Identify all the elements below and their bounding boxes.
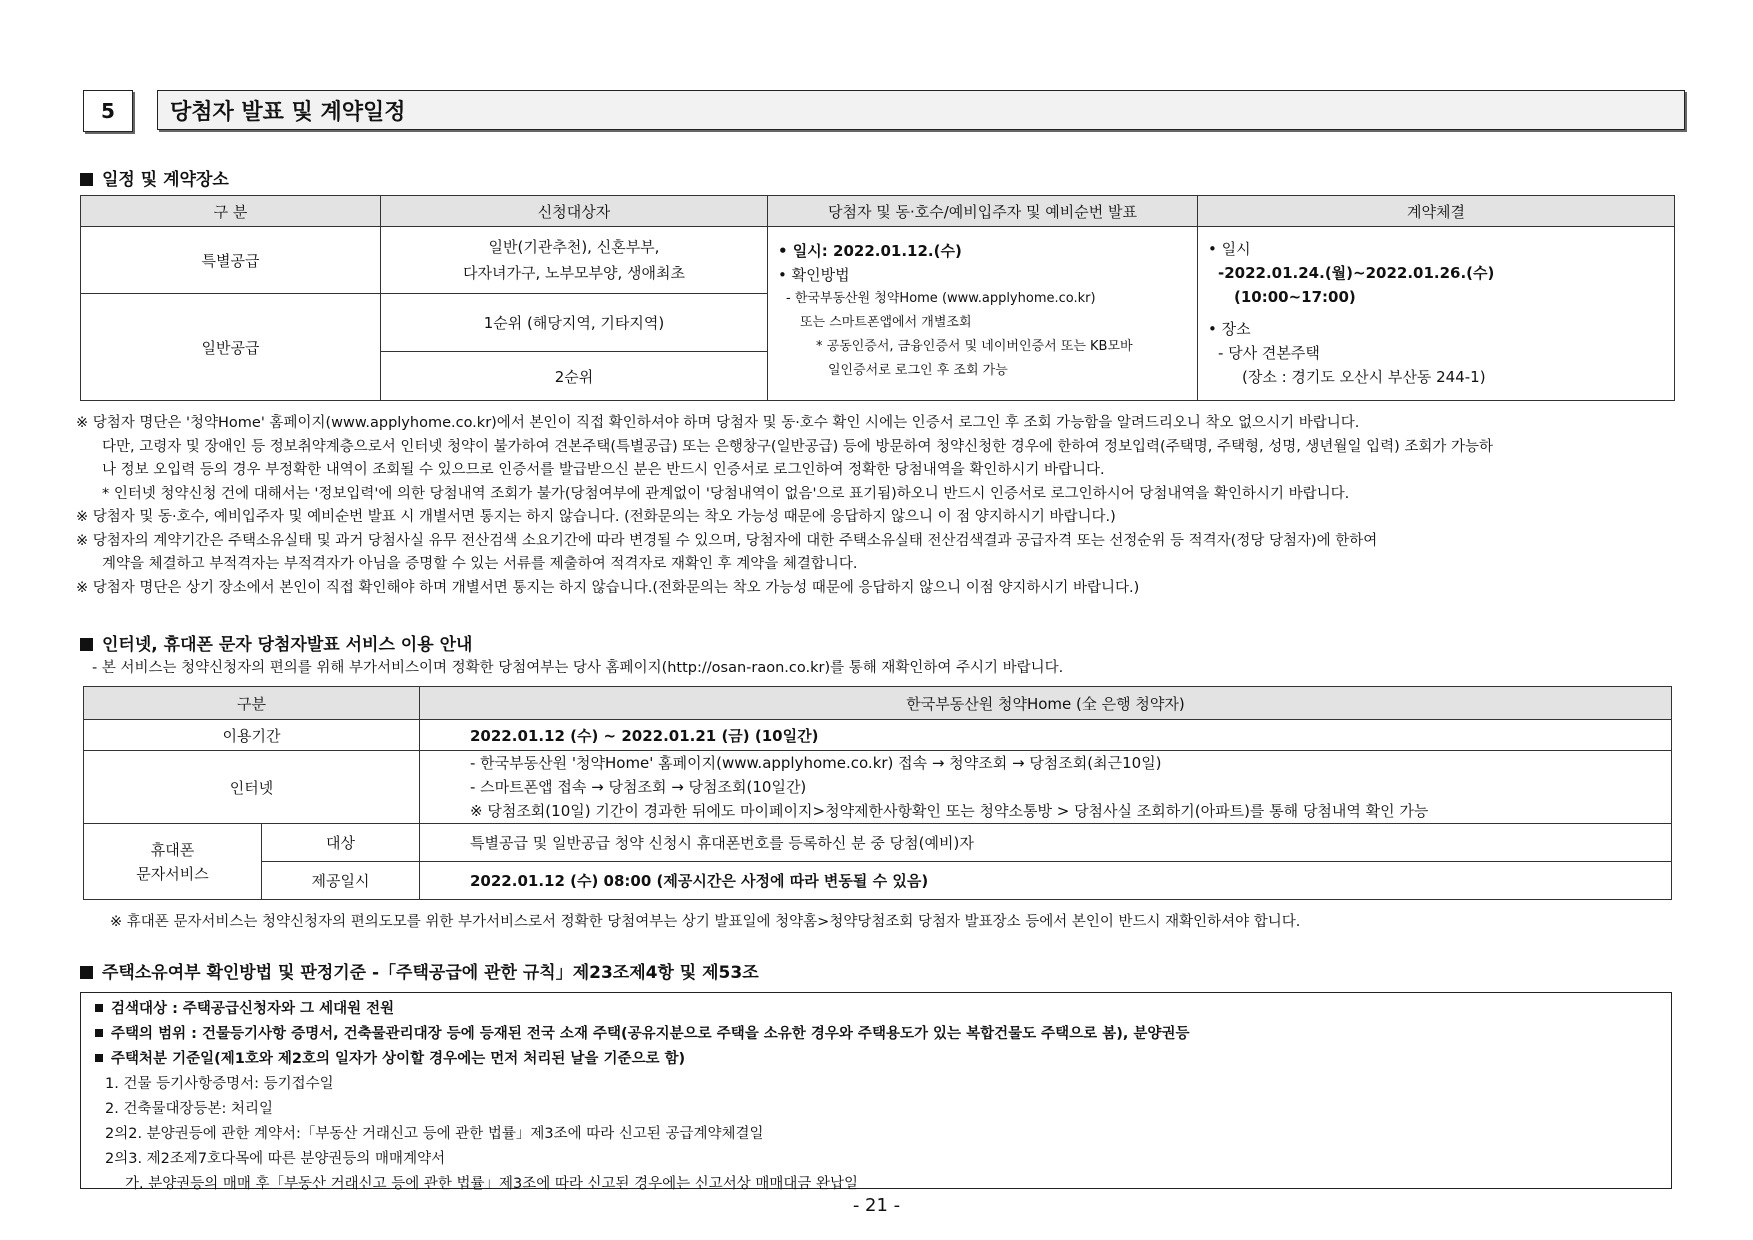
contract-address: (장소 : 경기도 오산시 부산동 244-1) xyxy=(1242,368,1486,386)
square-bullet-icon xyxy=(80,638,93,651)
date-value: 2022.01.12 (수) 08:00 (제공시간은 사정에 따라 변동될 수 있음) xyxy=(420,862,1672,900)
internet-footnote: ※ 휴대폰 문자서비스는 청약신청자의 편의도모를 위한 부가서비스로서 정확한 당첨여부는 상기 발표일에 청약홈>청약당첨조회 당첨자 발표장소 등에서 본인이 반드시 재확인하셔야 합니다. xyxy=(110,914,1301,930)
square-bullet-icon xyxy=(80,966,93,979)
target-value: 특별공급 및 일반공급 청약 신청시 휴대폰번호를 등록하신 분 중 당첨(예비)자 xyxy=(420,824,1672,862)
housing-bullet xyxy=(95,1047,1657,1072)
note-line: * 인터넷 청약신청 건에 대해서는 '정보입력'에 의한 당첨내역 조회가 불가(당첨여부에 관계없이 '당첨내역이 없음'으로 표기됨)하오니 반드시 인증서로 로그인하시어 당첨내역을 확인하시기 바랍니다. xyxy=(102,485,1350,502)
housing-item: 2의3. 제2조제7호다목에 따른 분양권등의 매매계약서 xyxy=(105,1151,446,1167)
housing-bullet-text: 주택의 범위 : 건물등기사항 증명서, 건축물관리대장 등에 등재된 전국 소재 주택(공유지분으로 주택을 소유한 경우와 주택용도가 있는 복합건물도 주택으로 봄), 분양권등 xyxy=(111,1026,1190,1042)
housing-bullet-text: 주택처분 기준일(제1호와 제2호의 일자가 상이할 경우에는 먼저 처리된 날을 기준으로 함) xyxy=(111,1051,686,1067)
col-header-category: 구분 xyxy=(84,687,420,720)
schedule-table xyxy=(80,195,1675,401)
internet-label: 인터넷 xyxy=(84,751,420,824)
announce-line: 일인증서로 로그인 후 조회 가능 xyxy=(828,363,1008,378)
announce-method: • 확인방법 xyxy=(778,266,850,284)
note-line: ※ 당첨자 및 동·호수, 예비입주자 및 예비순번 발표 시 개별서면 통지는 하지 않습니다. (전화문의는 착오 가능성 때문에 응답하지 않으니 이 점 양지하시기 바랍니다.) xyxy=(76,509,1116,525)
contract-place-label: • 장소 xyxy=(1208,320,1251,338)
square-bullet-icon xyxy=(95,1054,103,1062)
announce-cell xyxy=(768,227,1198,401)
housing-item: 2. 건축물대장등본: 처리일 xyxy=(105,1101,274,1117)
housing-heading xyxy=(80,958,759,983)
square-bullet-icon xyxy=(95,1004,103,1012)
internet-service-table xyxy=(83,686,1672,900)
square-bullet-icon xyxy=(95,1029,103,1037)
announce-line: - 한국부동산원 청약Home (www.applyhome.co.kr) xyxy=(786,291,1096,306)
mobile-label-line: 휴대폰 xyxy=(150,840,195,859)
target-line: 일반(기관추천), 신혼부부, xyxy=(488,238,660,256)
announce-line: * 공동인증서, 금융인증서 및 네이버인증서 또는 KB모바 xyxy=(816,339,1133,354)
note-line: 나 정보 오입력 등의 경우 부정확한 내역이 조회될 수 있으므로 인증서를 발급받으신 분은 반드시 인증서로 로그인하여 정확한 당첨내역을 확인하시기 바랍니다. xyxy=(102,462,1105,478)
period-value: 2022.01.12 (수) ~ 2022.01.21 (금) (10일간) xyxy=(420,720,1672,751)
internet-heading-text: 인터넷, 휴대폰 문자 당첨자발표 서비스 이용 안내 xyxy=(102,635,473,655)
period-label: 이용기간 xyxy=(84,720,420,751)
special-supply-label: 특별공급 xyxy=(81,227,381,294)
internet-subnote: - 본 서비스는 청약신청자의 편의를 위해 부가서비스이며 정확한 당첨여부는 당사 홈페이지(http://osan-raon.co.kr)를 통해 재확인하여 주시기 바랍니다. xyxy=(92,660,1064,676)
housing-heading-text: 주택소유여부 확인방법 및 판정기준 -「주택공급에 관한 규칙」제23조제4항 및 제53조 xyxy=(102,963,759,983)
general-target-1: 1순위 (해당지역, 기타지역) xyxy=(381,294,768,352)
general-supply-label: 일반공급 xyxy=(81,294,381,401)
schedule-heading-text: 일정 및 계약장소 xyxy=(102,170,229,190)
internet-line: ※ 당첨조회(10일) 기간이 경과한 뒤에도 마이페이지>청약제한사항확인 또는 청약소통방 > 당첨사실 조회하기(아파트)를 통해 당첨내역 확인 가능 xyxy=(470,802,1429,820)
contract-date-value: -2022.01.24.(월)~2022.01.26.(수) xyxy=(1218,264,1495,282)
col-header-contract: 계약체결 xyxy=(1198,196,1675,227)
announce-line: 또는 스마트폰앱에서 개별조회 xyxy=(800,315,972,330)
housing-item: 2의2. 분양권등에 관한 계약서:「부동산 거래신고 등에 관한 법률」제3조에 따라 신고된 공급계약체결일 xyxy=(105,1126,764,1142)
contract-place-value: - 당사 견본주택 xyxy=(1218,344,1320,362)
special-supply-target xyxy=(381,227,768,294)
contract-time-value: (10:00~17:00) xyxy=(1234,288,1356,306)
section-title: 당첨자 발표 및 계약일정 xyxy=(157,90,1685,130)
schedule-notes xyxy=(76,412,1696,600)
col-header-category: 구 분 xyxy=(81,196,381,227)
note-line: ※ 당첨자의 계약기간은 주택소유실태 및 과거 당첨사실 유무 전산검색 소요기간에 따라 변경될 수 있으며, 당첨자에 대한 주택소유실태 전산검색결과 공급자격 또는 선정순위 등 적격자(정당 당첨자)에 한하여 xyxy=(76,532,1378,549)
date-label: 제공일시 xyxy=(262,862,420,900)
housing-bullet xyxy=(95,1022,1657,1047)
section-number: 5 xyxy=(83,90,133,132)
contract-cell xyxy=(1198,227,1675,401)
page-number: - 21 - xyxy=(852,1195,901,1216)
target-line: 다자녀가구, 노부모부양, 생애최초 xyxy=(463,264,685,282)
note-line: 계약을 체결하고 부적격자는 부적격자가 아님을 증명할 수 있는 서류를 제출하여 적격자로 재확인 후 계약을 체결합니다. xyxy=(102,556,858,572)
col-header-announce: 당첨자 및 동·호수/예비입주자 및 예비순번 발표 xyxy=(768,196,1198,227)
note-line: ※ 당첨자 명단은 상기 장소에서 본인이 직접 확인해야 하며 개별서면 통지는 하지 않습니다.(전화문의는 착오 가능성 때문에 응답하지 않으니 이점 양지하시기 바랍니다.) xyxy=(76,579,1140,596)
general-target-2: 2순위 xyxy=(381,352,768,401)
note-line: 다만, 고령자 및 장애인 등 정보취약계층으로서 인터넷 청약이 불가하여 견본주택(특별공급) 또는 은행창구(일반공급) 등에 방문하여 청약신청한 경우에 한하여 정보입력(주택명, 주택형, 성명, 생년월일 입력) 조회가 가능하 xyxy=(102,438,1493,455)
square-bullet-icon xyxy=(80,173,93,186)
announce-date: • 일시: 2022.01.12.(수) xyxy=(778,242,962,260)
contract-date-label: • 일시 xyxy=(1208,240,1251,258)
schedule-heading xyxy=(80,165,229,190)
mobile-label-line: 문자서비스 xyxy=(136,864,209,883)
note-line: ※ 당첨자 명단은 '청약Home' 홈페이지(www.applyhome.co.kr)에서 본인이 직접 확인하셔야 하며 당첨자 및 동·호수 확인 시에는 인증서 로그인 후 조회 가능함을 알려드리오니 착오 없으시기 바랍니다. xyxy=(76,415,1360,431)
internet-line: - 스마트폰앱 접속 → 당첨조회 → 당첨조회(10일간) xyxy=(470,778,807,796)
internet-methods xyxy=(420,751,1672,824)
housing-bullet xyxy=(95,997,1657,1022)
housing-item: 가. 분양권등의 매매 후「부동산 거래신고 등에 관한 법률」제3조에 따라 신고된 경우에는 신고서상 매매대금 완납일 xyxy=(125,1176,859,1192)
internet-heading xyxy=(80,630,472,655)
housing-item: 1. 건물 등기사항증명서: 등기접수일 xyxy=(105,1076,334,1092)
housing-criteria-box xyxy=(80,992,1672,1192)
internet-line: - 한국부동산원 '청약Home' 홈페이지(www.applyhome.co.kr) 접속 → 청약조회 → 당첨조회(최근10일) xyxy=(470,754,1162,772)
mobile-label xyxy=(84,824,262,900)
target-label: 대상 xyxy=(262,824,420,862)
col-header-target: 신청대상자 xyxy=(381,196,768,227)
col-header-applyhome: 한국부동산원 청약Home (全 은행 청약자) xyxy=(420,687,1672,720)
housing-bullet-text: 검색대상 : 주택공급신청자와 그 세대원 전원 xyxy=(111,1001,395,1017)
